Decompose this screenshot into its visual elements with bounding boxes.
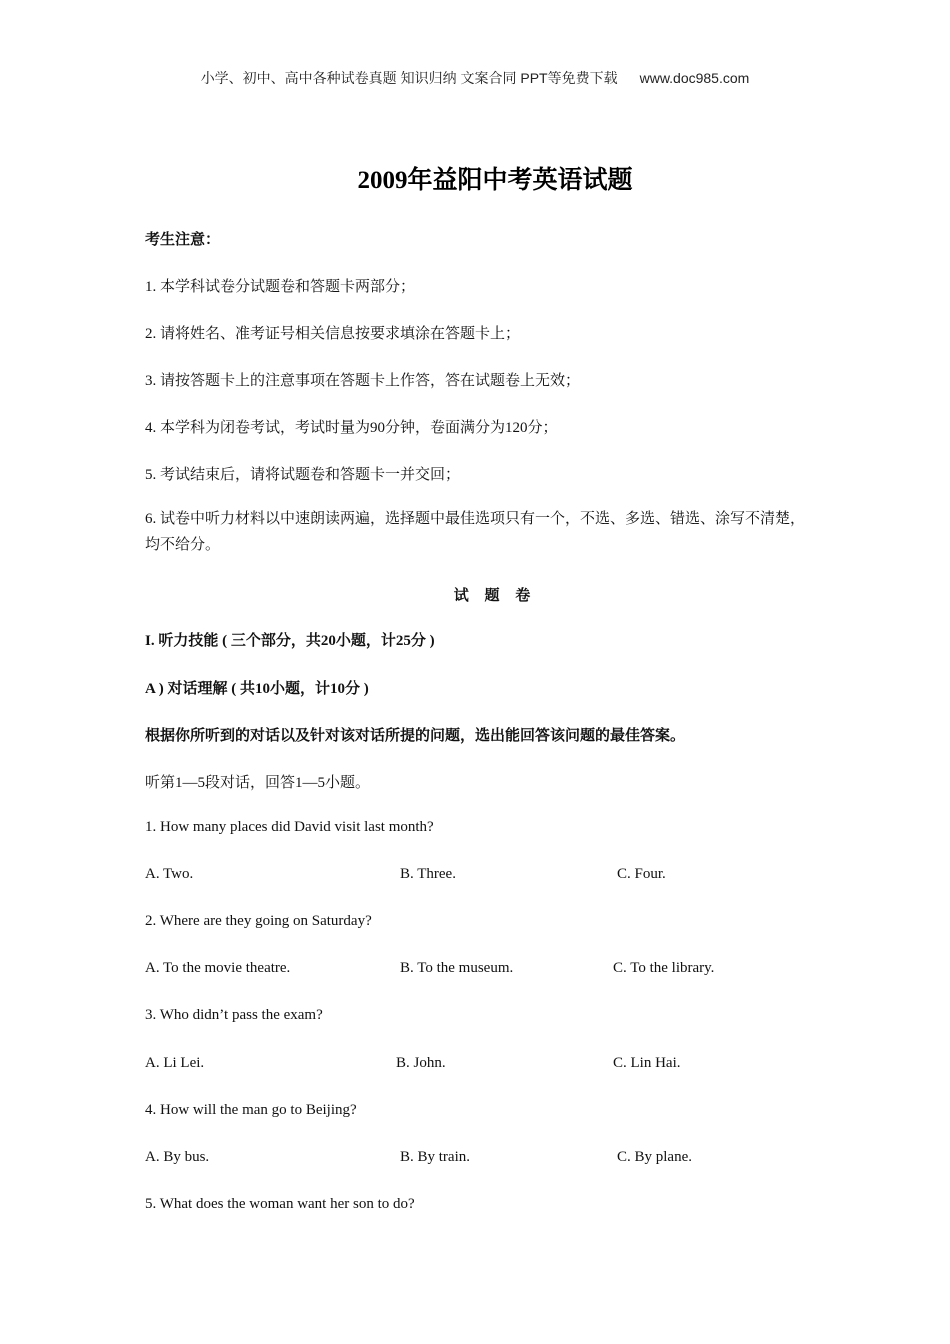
question-3: 3. Who didn’t pass the exam? <box>145 1007 323 1023</box>
page-title: 2009年益阳中考英语试题 <box>357 167 633 194</box>
notice-item-5: 5. 考试结束后，请将试题卷和答题卡一并交回； <box>145 467 461 483</box>
option-1b: B. Three. <box>400 866 456 882</box>
question-5: 5. What does the woman want her son to do? <box>145 1196 415 1212</box>
option-4b: B. By train. <box>400 1149 470 1165</box>
page-header <box>0 68 950 88</box>
part1-heading: I. 听力技能 ( 三个部分，共20小题，计25分 ) <box>145 633 435 649</box>
question-4: 4. How will the man go to Beijing? <box>145 1102 357 1118</box>
option-1a: A. Two. <box>145 866 194 882</box>
notice-item-2: 2. 请将姓名、准考证号相关信息按要求填涂在答题卡上； <box>145 326 521 342</box>
notice-item-3: 3. 请按答题卡上的注意事项在答题卡上作答，答在试题卷上无效； <box>145 373 581 389</box>
option-2c: C. To the library. <box>613 960 715 976</box>
part1-subheading: A ) 对话理解 ( 共10小题，计10分 ) <box>145 681 369 697</box>
option-2b: B. To the museum. <box>400 960 514 976</box>
notice-item-1: 1. 本学科试卷分试题卷和答题卡两部分； <box>145 279 416 295</box>
option-4c: C. By plane. <box>617 1149 692 1165</box>
option-2a: A. To the movie theatre. <box>145 960 291 976</box>
header-text: 小学、初中、高中各种试卷真题 知识归纳 文案合同 PPT等免费下载 <box>200 70 618 86</box>
option-3a: A. Li Lei. <box>145 1055 205 1071</box>
option-1c: C. Four. <box>617 866 666 882</box>
section-label: 试 题 卷 <box>453 588 537 604</box>
question-1: 1. How many places did David visit last month? <box>145 819 434 835</box>
notice-item-6: 6. 试卷中听力材料以中速朗读两遍，选择题中最佳选项只有一个，不选、多选、错选、涂写不清楚，均不给分。 <box>145 511 806 553</box>
option-3c: C. Lin Hai. <box>613 1055 681 1071</box>
option-4a: A. By bus. <box>145 1149 210 1165</box>
listen-note: 听第1—5段对话，回答1—5小题。 <box>145 775 371 791</box>
notice-heading: 考生注意： <box>145 232 221 248</box>
question-2: 2. Where are they going on Saturday? <box>145 913 372 929</box>
part1-instruction: 根据你所听到的对话以及针对该对话所提的问题，选出能回答该问题的最佳答案。 <box>145 728 686 744</box>
header-site-link[interactable]: www.doc985.com <box>639 70 750 86</box>
notice-item-4: 4. 本学科为闭卷考试，考试时量为90分钟，卷面满分为120分； <box>145 420 558 436</box>
option-3b: B. John. <box>396 1055 446 1071</box>
